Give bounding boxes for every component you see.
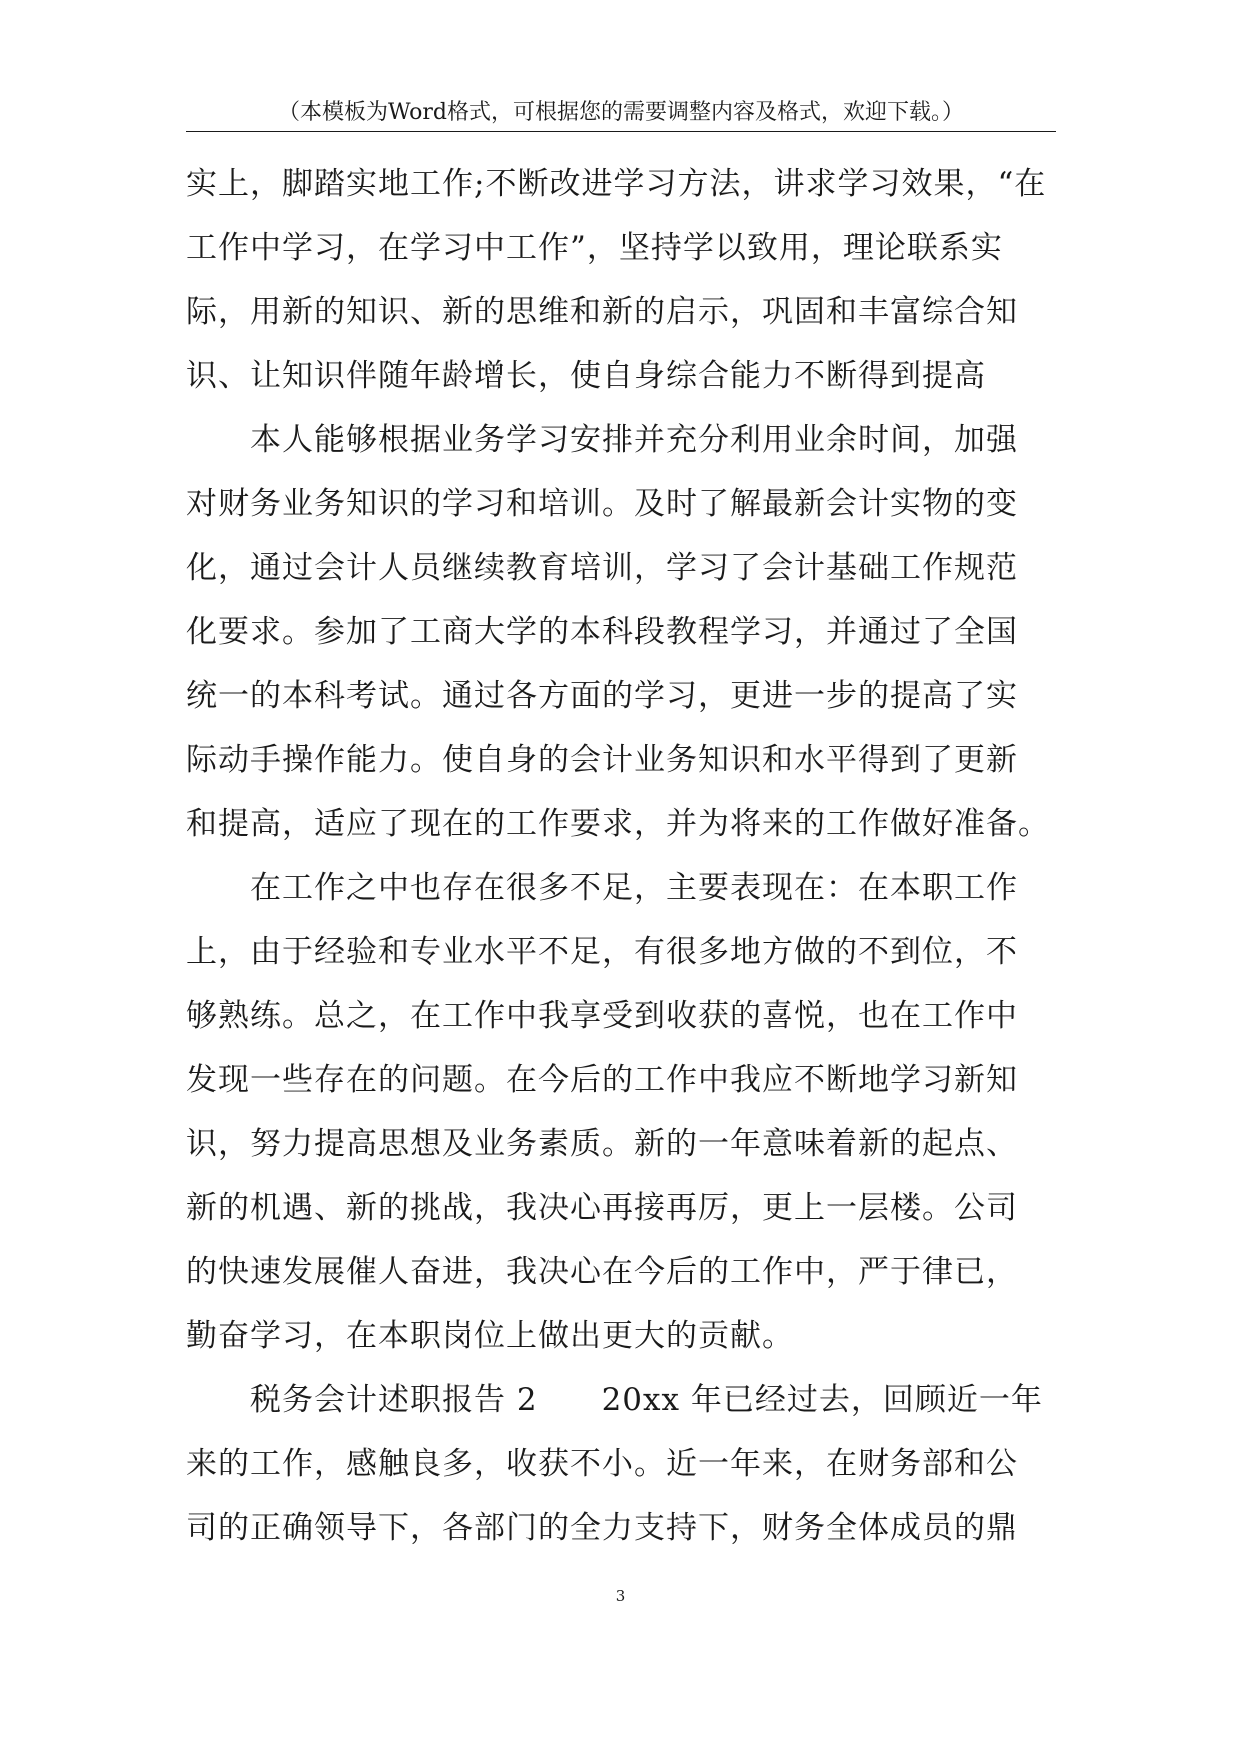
- body-line: 化，通过会计人员继续教育培训，学习了会计基础工作规范: [186, 550, 1018, 586]
- body-line: 勤奋学习，在本职岗位上做出更大的贡献。: [186, 1318, 794, 1354]
- body-line: 化要求。参加了工商大学的本科段教程学习，并通过了全国: [186, 614, 1018, 650]
- template-note: （本模板为Word格式，可根据您的需要调整内容及格式，欢迎下载。）: [278, 100, 964, 125]
- paragraph-start-line: 税务会计述职报告 2 20xx 年已经过去，回顾近一年: [250, 1382, 1043, 1418]
- body-line: 识，努力提高思想及业务素质。新的一年意味着新的起点、: [186, 1126, 1018, 1162]
- body-line: 对财务业务知识的学习和培训。及时了解最新会计实物的变: [186, 486, 1018, 522]
- body-line: 和提高，适应了现在的工作要求，并为将来的工作做好准备。: [186, 806, 1050, 842]
- paragraph-start-line: 在工作之中也存在很多不足，主要表现在：在本职工作: [250, 870, 1018, 906]
- body-line: 司的正确领导下，各部门的全力支持下，财务全体成员的鼎: [186, 1510, 1018, 1546]
- body-line: 工作中学习，在学习中工作”，坚持学以致用，理论联系实: [186, 230, 1003, 266]
- paragraph-start-line: 本人能够根据业务学习安排并充分利用业余时间，加强: [250, 422, 1018, 458]
- header-divider: [186, 131, 1056, 132]
- body-line: 的快速发展催人奋进，我决心在今后的工作中，严于律已，: [186, 1254, 1018, 1290]
- body-line: 发现一些存在的问题。在今后的工作中我应不断地学习新知: [186, 1062, 1018, 1098]
- page-number: 3: [615, 1587, 626, 1605]
- body-line: 实上，脚踏实地工作;不断改进学习方法，讲求学习效果，“在: [186, 166, 1047, 202]
- body-line: 上，由于经验和专业水平不足，有很多地方做的不到位，不: [186, 934, 1018, 970]
- body-line: 识、让知识伴随年龄增长，使自身综合能力不断得到提高: [186, 358, 986, 394]
- body-line: 统一的本科考试。通过各方面的学习，更进一步的提高了实: [186, 678, 1018, 714]
- document-body: [186, 152, 1056, 1560]
- body-line: 够熟练。总之，在工作中我享受到收获的喜悦，也在工作中: [186, 998, 1018, 1034]
- body-line: 来的工作，感触良多，收获不小。近一年来，在财务部和公: [186, 1446, 1018, 1482]
- body-line: 新的机遇、新的挑战，我决心再接再厉，更上一层楼。公司: [186, 1190, 1018, 1226]
- body-line: 际动手操作能力。使自身的会计业务知识和水平得到了更新: [186, 742, 1018, 778]
- body-line: 际，用新的知识、新的思维和新的启示，巩固和丰富综合知: [186, 294, 1018, 330]
